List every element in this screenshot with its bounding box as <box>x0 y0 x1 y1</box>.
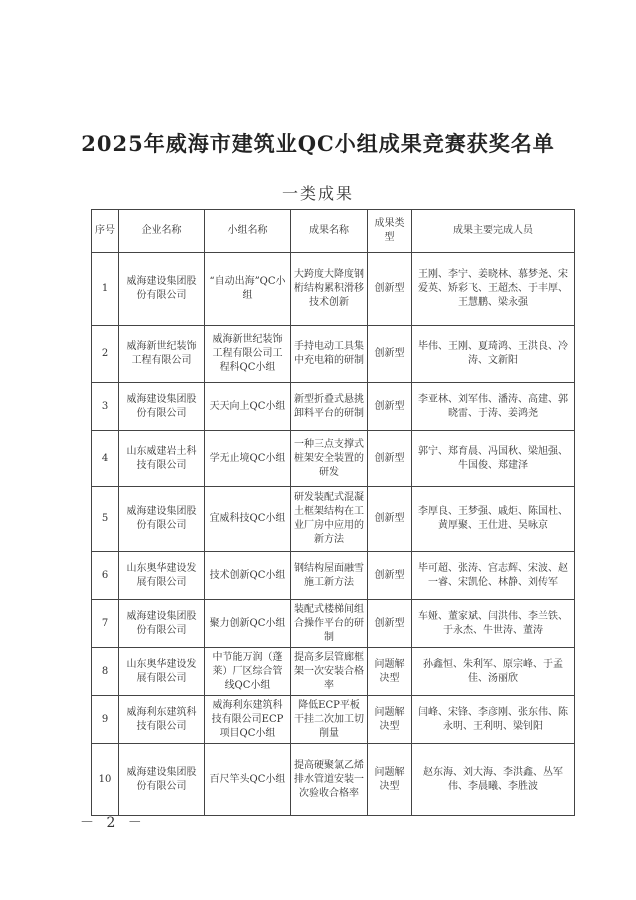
cell-result: 钢结构屋面融雪施工新方法 <box>291 552 368 600</box>
cell-members: 闫峰、宋锋、李彦刚、张东伟、陈永明、王利明、梁钊阳 <box>412 696 575 744</box>
table-row <box>92 253 575 326</box>
cell-type: 创新型 <box>368 431 412 487</box>
cell-no: 4 <box>92 431 119 487</box>
cell-type: 问题解决型 <box>368 696 412 744</box>
cell-no: 3 <box>92 383 119 431</box>
cell-group: 学无止境QC小组 <box>205 431 291 487</box>
cell-type: 问题解决型 <box>368 744 412 816</box>
cell-result: 手持电动工具集中充电箱的研制 <box>291 326 368 383</box>
table-row <box>92 326 575 383</box>
cell-result: 新型折叠式悬挑卸料平台的研制 <box>291 383 368 431</box>
header-group: 小组名称 <box>205 210 291 253</box>
page-number: － 2 － <box>80 815 146 831</box>
cell-no: 7 <box>92 600 119 648</box>
table-row <box>92 487 575 552</box>
cell-no: 2 <box>92 326 119 383</box>
table-row <box>92 383 575 431</box>
cell-members: 孙鑫恒、朱利军、原宗峰、于孟佳、汤丽欣 <box>412 648 575 696</box>
section-title: 一类成果 <box>281 184 354 203</box>
cell-company: 威海建设集团股份有限公司 <box>119 383 205 431</box>
cell-company: 山东威建岩土科技有限公司 <box>119 431 205 487</box>
cell-type: 创新型 <box>368 253 412 326</box>
cell-company: 威海建设集团股份有限公司 <box>119 744 205 816</box>
cell-members: 毕伟、王刚、夏琦鸿、王洪良、冷涛、文新阳 <box>412 326 575 383</box>
cell-company: 威海新世纪装饰工程有限公司 <box>119 326 205 383</box>
document-title: 2025年威海市建筑业QC小组成果竞赛获奖名单 <box>81 131 555 156</box>
cell-type: 创新型 <box>368 552 412 600</box>
cell-result: 降低ECP平板干挂二次加工切削量 <box>291 696 368 744</box>
cell-members: 车娅、董家斌、闫洪伟、李兰铁、于永杰、牛世涛、董涛 <box>412 600 575 648</box>
table-row <box>92 648 575 696</box>
cell-group: 中节能万润（蓬莱）厂区综合管线QC小组 <box>205 648 291 696</box>
cell-members: 毕可超、张涛、宫志辉、宋波、赵一睿、宋凯伦、林静、刘传军 <box>412 552 575 600</box>
cell-company: 威海建设集团股份有限公司 <box>119 600 205 648</box>
header-members: 成果主要完成人员 <box>412 210 575 253</box>
cell-company: 威海利东建筑科技有限公司 <box>119 696 205 744</box>
cell-type: 创新型 <box>368 487 412 552</box>
header-type: 成果类型 <box>368 210 412 253</box>
cell-type: 创新型 <box>368 326 412 383</box>
cell-group: 聚力创新QC小组 <box>205 600 291 648</box>
cell-result: 装配式楼梯间组合操作平台的研制 <box>291 600 368 648</box>
cell-no: 6 <box>92 552 119 600</box>
cell-company: 山东奥华建设发展有限公司 <box>119 648 205 696</box>
cell-group: 技术创新QC小组 <box>205 552 291 600</box>
table-row <box>92 431 575 487</box>
cell-result: 一种三点支撑式桩架安全装置的研发 <box>291 431 368 487</box>
cell-group: 威海新世纪装饰工程有限公司工程科QC小组 <box>205 326 291 383</box>
table-row <box>92 552 575 600</box>
cell-type: 问题解决型 <box>368 648 412 696</box>
cell-group: 威海利东建筑科技有限公司ECP项目QC小组 <box>205 696 291 744</box>
cell-members: 王刚、李宁、姜晓林、慕梦尧、宋爱英、矫彩飞、王超杰、于丰厚、王慧鹏、梁永强 <box>412 253 575 326</box>
cell-members: 郭宁、郑育晨、冯国秋、梁旭强、牛国俊、郑建泽 <box>412 431 575 487</box>
table-row <box>92 696 575 744</box>
table-row <box>92 744 575 816</box>
cell-company: 威海建设集团股份有限公司 <box>119 487 205 552</box>
cell-group: 宜威科技QC小组 <box>205 487 291 552</box>
cell-no: 1 <box>92 253 119 326</box>
header-company: 企业名称 <box>119 210 205 253</box>
cell-no: 9 <box>92 696 119 744</box>
awards-table <box>91 209 575 816</box>
cell-group: “自动出海”QC小组 <box>205 253 291 326</box>
cell-group: 百尺竿头QC小组 <box>205 744 291 816</box>
cell-company: 威海建设集团股份有限公司 <box>119 253 205 326</box>
cell-no: 8 <box>92 648 119 696</box>
cell-no: 10 <box>92 744 119 816</box>
cell-members: 李亚林、刘军伟、潘涛、高建、郭晓雷、于涛、姜鸿尧 <box>412 383 575 431</box>
cell-type: 创新型 <box>368 600 412 648</box>
cell-no: 5 <box>92 487 119 552</box>
cell-result: 提高多层管廊框架一次安装合格率 <box>291 648 368 696</box>
table-row <box>92 600 575 648</box>
header-no: 序号 <box>92 210 119 253</box>
cell-result: 大跨度大降度钢桁结构累积滑移技术创新 <box>291 253 368 326</box>
cell-type: 创新型 <box>368 383 412 431</box>
cell-members: 赵东海、刘大海、李洪鑫、丛军伟、李晨曦、李胜波 <box>412 744 575 816</box>
cell-group: 天天向上QC小组 <box>205 383 291 431</box>
cell-members: 李厚良、王梦强、戚炬、陈国杜、黄厚聚、王仕进、吴咏京 <box>412 487 575 552</box>
table-header-row <box>92 210 575 253</box>
header-result: 成果名称 <box>291 210 368 253</box>
cell-company: 山东奥华建设发展有限公司 <box>119 552 205 600</box>
cell-result: 提高硬聚氯乙烯排水管道安装一次验收合格率 <box>291 744 368 816</box>
cell-result: 研发装配式混凝土框架结构在工业厂房中应用的新方法 <box>291 487 368 552</box>
